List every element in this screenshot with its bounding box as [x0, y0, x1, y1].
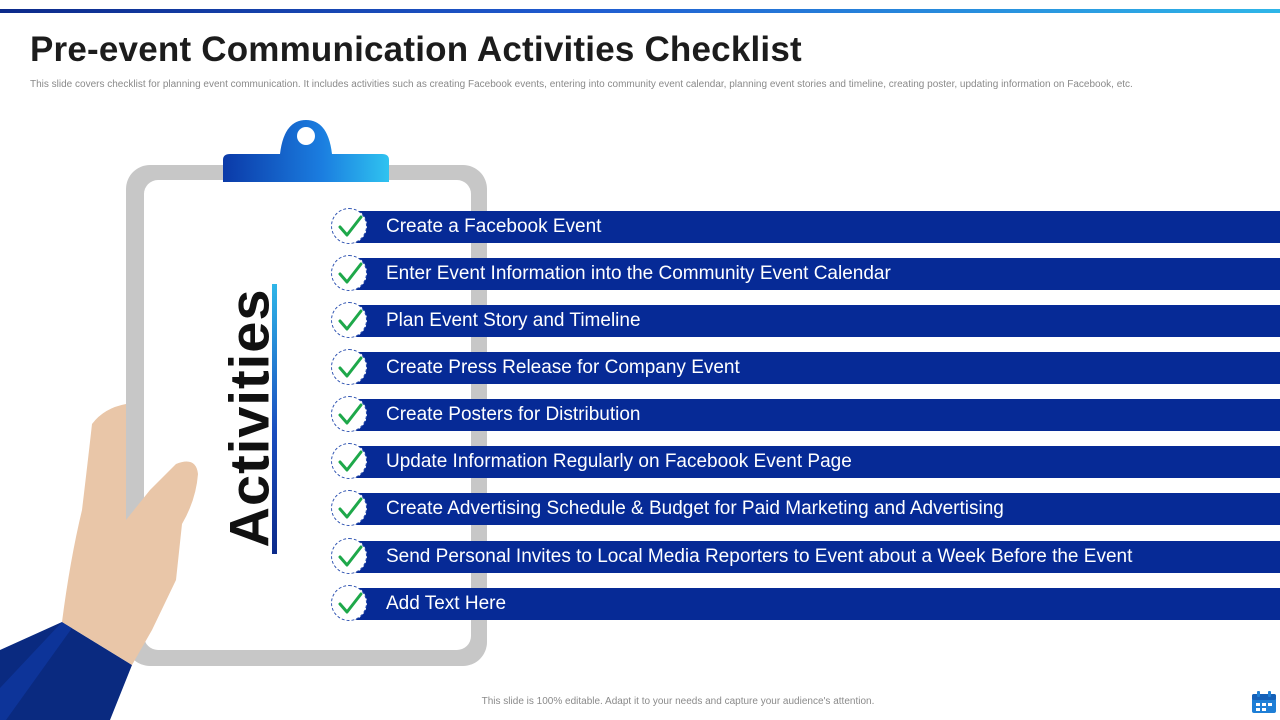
check-badge — [331, 490, 367, 526]
checklist-item — [331, 208, 1280, 248]
checklist-item-label: Update Information Regularly on Facebook Event Page — [386, 451, 852, 472]
clipboard-clip-icon — [218, 118, 394, 186]
check-badge — [331, 208, 367, 244]
checklist-item-label: Create Advertising Schedule & Budget for Paid Marketing and Advertising — [386, 498, 1004, 519]
checklist-item — [331, 349, 1280, 389]
check-badge — [331, 349, 367, 385]
check-icon — [337, 214, 363, 240]
checklist-item — [331, 255, 1280, 295]
checklist-item-label: Add Text Here — [386, 593, 507, 614]
check-icon — [337, 355, 363, 381]
calendar-icon — [1251, 690, 1277, 714]
check-icon — [337, 402, 363, 428]
check-badge — [331, 396, 367, 432]
check-icon — [337, 591, 363, 617]
checklist-item-label: Enter Event Information into the Community Event Calendar — [386, 263, 891, 284]
checklist-item-label: Create a Facebook Event — [386, 216, 602, 237]
activities-label: Activities — [217, 288, 281, 548]
checklist-item — [331, 585, 1280, 625]
checklist-item — [331, 490, 1280, 530]
checklist-item-label: Create Press Release for Company Event — [386, 357, 740, 378]
check-badge — [331, 302, 367, 338]
footer-note: This slide is 100% editable. Adapt it to your needs and capture your audience's attention. — [481, 696, 875, 707]
check-icon — [337, 496, 363, 522]
check-icon — [337, 261, 363, 287]
page-subtitle: This slide covers checklist for planning event communication. It includes activities such as creating Facebook events, entering into community event calendar, planning event stories and timeline, creating poster, updating information on Facebook, etc. — [30, 79, 1133, 90]
checklist-item — [331, 302, 1280, 342]
page-title: Pre-event Communication Activities Checklist — [30, 30, 802, 69]
check-icon — [337, 449, 363, 475]
checklist-item — [331, 443, 1280, 483]
checklist-item — [331, 538, 1280, 578]
check-icon — [337, 308, 363, 334]
check-icon — [337, 544, 363, 570]
checklist-item — [331, 396, 1280, 436]
check-badge — [331, 443, 367, 479]
hand — [0, 0, 220, 720]
check-badge — [331, 538, 367, 574]
checklist-item-label: Send Personal Invites to Local Media Reporters to Event about a Week Before the Event — [386, 546, 1133, 567]
check-badge — [331, 585, 367, 621]
checklist-item-label: Create Posters for Distribution — [386, 404, 641, 425]
check-badge — [331, 255, 367, 291]
checklist-item-label: Plan Event Story and Timeline — [386, 310, 641, 331]
